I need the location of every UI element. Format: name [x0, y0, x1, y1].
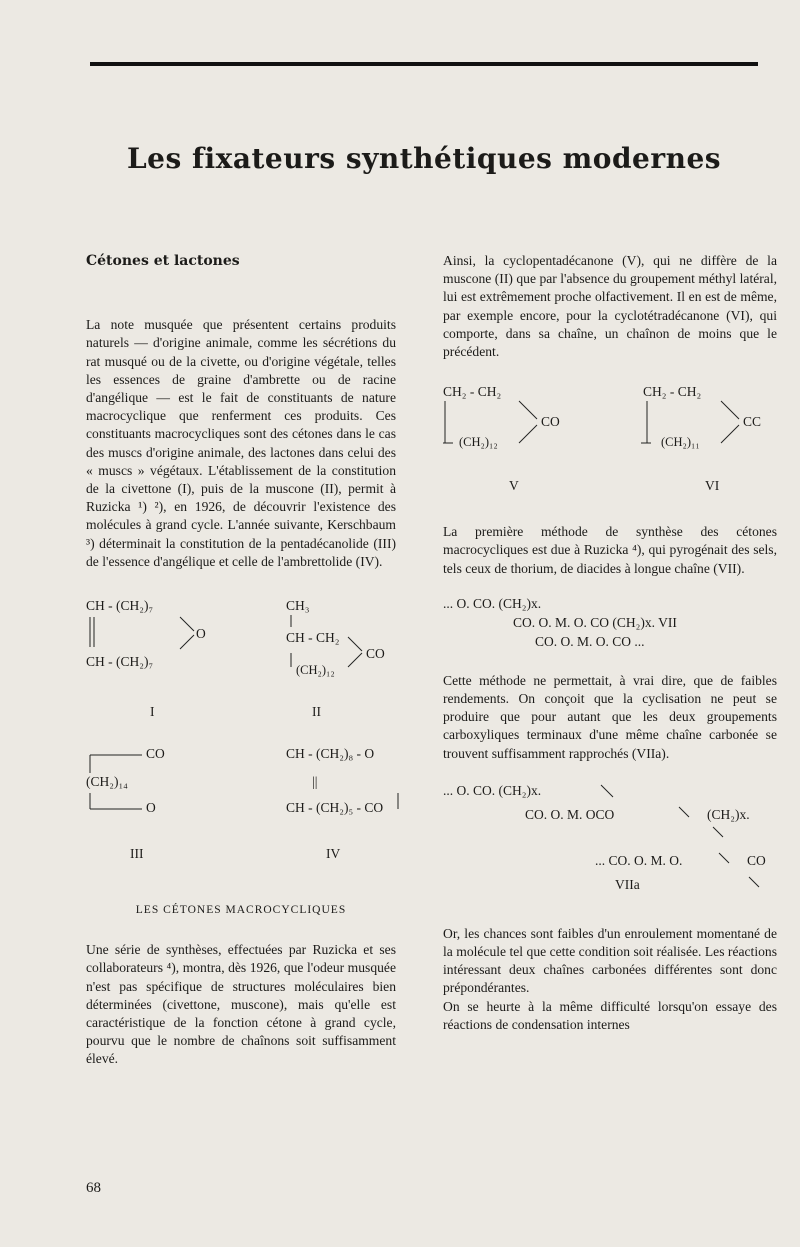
chain-VIIa-label: VIIa [615, 876, 640, 892]
formulas-I-II [86, 597, 396, 723]
page-title: Les fixateurs synthétiques modernes [126, 142, 722, 175]
formulas-V-VI [443, 383, 777, 501]
formula-VI-bottom: (CH₂)₁₁ [661, 435, 700, 450]
chain-VIIa-line-1: ... O. CO. (CH₂)x. [443, 782, 542, 798]
formulas-III-IV [86, 746, 396, 873]
formula-I-label: I [150, 704, 155, 720]
right-paragraph-2: La première méthode de synthèse des cétones macrocycliques est due à Ruzicka ⁴), qui pyrogénait des sels, tels ceux de thorium, de diacides à longue chaîne (VII). [443, 524, 777, 576]
chain-VIIa-line-3b: CO [747, 852, 766, 868]
formula-II-label: II [312, 704, 321, 720]
series-paragraph: Une série de synthèses, effectuées par Ruzicka et ses collaborateurs ⁴), montra, dès 1926, que l'odeur musquée n'est pas spécifique de structures moléculaires bien déterminées (civettone, muscone), mais qu'elle est caractéristique de la fonction cétone à grand cycle, pourvu que le nombre de chaînons soit suffisamment élevé. [86, 942, 396, 1067]
formula-IV-label: IV [326, 846, 341, 862]
formula-II-co: CO [366, 646, 385, 662]
section-heading: Cétones et lactones [86, 253, 240, 269]
formula-III-ch2: (CH₂)₁₄ [86, 774, 128, 790]
chain-VII-line-1: ... O. CO. (CH₂)x. [443, 595, 542, 611]
formula-V-top: CH₂ - CH₂ [443, 384, 502, 400]
right-paragraph-1: Ainsi, la cyclopentadécanone (V), qui ne diffère de la muscone (II) que par l'absence du groupement méthyl latéral, lui est extrêmement proche olfactivement. Il en est de même, par exemple encore, pour la cyclotétradécanone (VI), qui comporte, dans sa chaîne, un chaînon de moins que le précédent. [443, 253, 777, 360]
left-column [86, 252, 396, 1069]
formula-V-bottom: (CH₂)₁₂ [459, 435, 498, 450]
right-paragraph-4: Or, les chances sont faibles d'un enroulement momentané de la molécule tel que cette condition soit réalisée. Les réactions intéressant deux chaînes carbonées différentes sont donc prépondérantes. [443, 925, 777, 996]
formula-IV-double-bond: || [312, 774, 318, 790]
chain-VII [443, 594, 777, 654]
intro-paragraph: La note musquée que présentent certains produits naturels — d'origine animale, comme les sécrétions du rat musqué ou de la civette, ou d'origine végétale, telles les essences de graine d'ambrette ou de racine d'angélique — est le fait de constituants de nature macrocyclique que renferment ces produits. Ces constituants macrocycliques sont des cétones dans le cas des muscs d'origine animale, des lactones dans celui des « muscs » végétaux. L'établissement de la constitution de la civettone (I), puis de la muscone (II), permit à Ruzicka ¹) ²), en 1926, de découvrir l'existence des molécules à grand cycle. L'année suivante, Kerschbaum ³) déterminait la constitution de la pentadécanolide (III) de l'essence d'angélique et celle de l'ambrettolide (IV). [86, 317, 396, 569]
formula-VI-top: CH₂ - CH₂ [643, 384, 702, 400]
formula-I-oxygen: O [196, 626, 206, 642]
top-rule [90, 62, 758, 66]
formula-V-label: V [509, 478, 519, 494]
right-column [443, 252, 777, 1034]
formula-VI-label: VI [705, 478, 720, 494]
right-paragraph-5: On se heurte à la même difficulté lorsqu'on essaye des réactions de condensation internes [443, 998, 777, 1032]
formula-IV-bottom: CH - (CH₂)₅ - CO [286, 800, 384, 816]
chain-VIIa-line-2a: CO. O. M. OCO [525, 806, 615, 822]
formula-III-co: CO [146, 746, 165, 762]
chain-VIIa [443, 781, 777, 903]
formula-III-label: III [130, 846, 144, 862]
formula-II-mid: CH - CH₂ [286, 630, 340, 646]
formula-II-bottom: (CH₂)₁₂ [296, 663, 335, 678]
subheading-cetones: LES CÉTONES MACROCYCLIQUES [135, 904, 347, 917]
formula-VI-co: CC [743, 414, 762, 430]
formula-I-bottom: CH - (CH₂)₇ [86, 654, 154, 670]
chain-VIIa-line-2b: (CH₂)x. [707, 806, 750, 822]
formula-III-oxygen: O [146, 800, 156, 816]
chain-VII-line-2: CO. O. M. O. CO (CH₂)x. VII [513, 614, 677, 630]
chain-VIIa-line-3: ... CO. O. M. O. [595, 852, 683, 868]
formula-II-ch3: CH₃ [286, 598, 310, 614]
formula-I-top: CH - (CH₂)₇ [86, 598, 154, 614]
chain-VII-line-3: CO. O. M. O. CO ... [535, 633, 645, 649]
right-paragraph-3: Cette méthode ne permettait, à vrai dire, que de faibles rendements. On conçoit que la cyclisation ne peut se produire que pour autant que les deux groupements carboxyliques terminaux d'une même chaîne carbonée se trouvent suffisamment rapprochés (VIIa). [443, 672, 777, 761]
page-number: 68 [86, 1180, 101, 1196]
formula-V-co: CO [541, 414, 560, 430]
formula-IV-top: CH - (CH₂)₈ - O [286, 746, 375, 762]
